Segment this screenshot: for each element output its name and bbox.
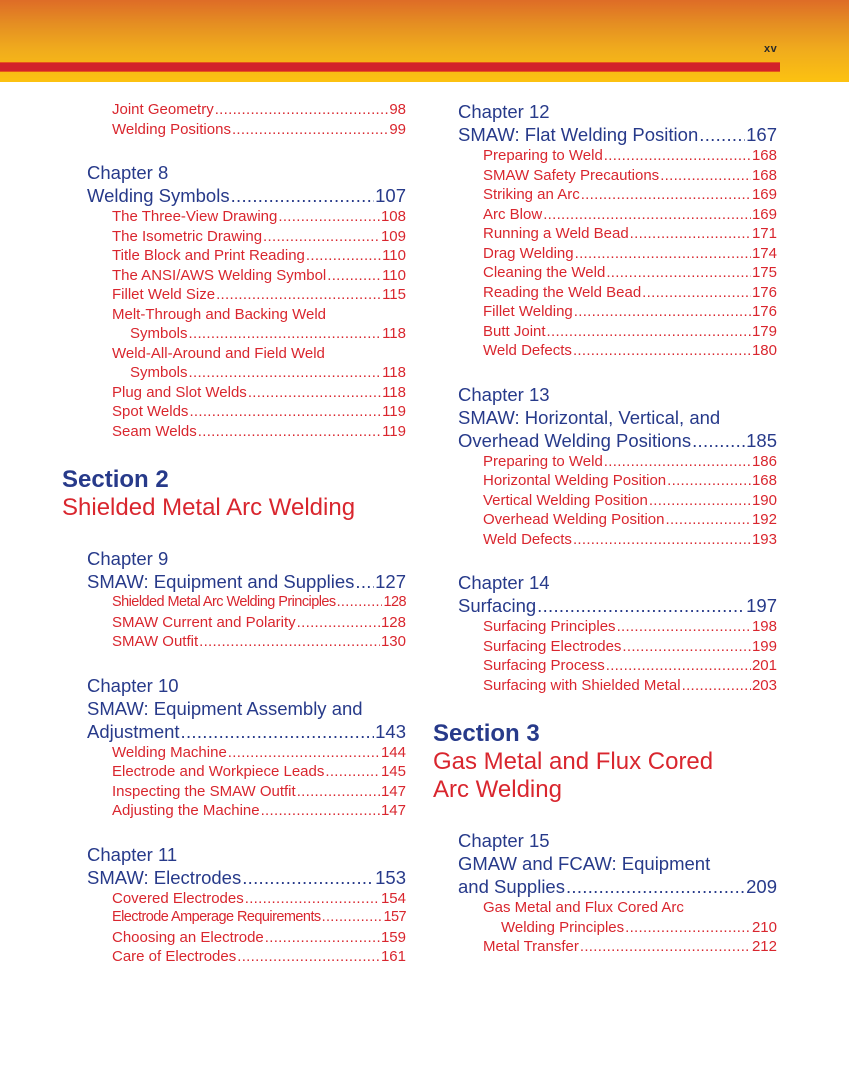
toc-topic[interactable]: Vertical Welding Position ..... 190 xyxy=(433,491,777,511)
chapter-label: Chapter 10 xyxy=(87,674,179,696)
toc-topic-line1[interactable]: Gas Metal and Flux Cored Arc xyxy=(483,899,684,916)
toc-topic[interactable]: Running a Weld Bead ..... 171 xyxy=(433,224,777,244)
chapter-title[interactable]: SMAW: Flat Welding Position ..... 167 xyxy=(433,123,777,146)
toc-topic[interactable]: The ANSI/AWS Welding Symbol ..... 110 xyxy=(62,266,406,286)
chapter-title-line1[interactable]: SMAW: Equipment Assembly and xyxy=(87,697,363,719)
toc-topic[interactable]: Covered Electrodes ..... 154 xyxy=(62,889,406,909)
toc-topic[interactable]: Metal Transfer ..... 212 xyxy=(433,937,777,957)
toc-topic[interactable]: Horizontal Welding Position ..... 168 xyxy=(433,471,777,491)
toc-topic[interactable]: Cleaning the Weld ..... 175 xyxy=(433,263,777,283)
toc-topic-line2[interactable]: Symbols ..... 118 xyxy=(62,324,406,344)
chapter-title[interactable]: Welding Symbols ..... 107 xyxy=(62,184,406,207)
section-title-line1[interactable]: Gas Metal and Flux Cored xyxy=(433,748,714,775)
toc-topic-line2[interactable]: Symbols ..... 118 xyxy=(62,363,406,383)
chapter-label: Chapter 15 xyxy=(458,830,550,851)
toc-topic[interactable]: Choosing an Electrode ..... 159 xyxy=(62,928,406,948)
toc-topic-line2[interactable]: Welding Principles ..... 210 xyxy=(433,918,777,938)
toc-topic[interactable]: Welding Positions ..... 99 xyxy=(62,120,406,140)
chapter-label: Chapter 11 xyxy=(87,843,178,865)
toc-topic[interactable]: Seam Welds ..... 119 xyxy=(62,422,406,442)
toc-topic[interactable]: Welding Machine ..... 144 xyxy=(62,743,406,763)
chapter-title-line2[interactable]: and Supplies ..... 209 xyxy=(433,875,777,898)
toc-topic[interactable]: Title Block and Print Reading ..... 110 xyxy=(62,246,406,266)
toc-left-column xyxy=(62,100,406,967)
toc-topic[interactable]: Plug and Slot Welds ..... 118 xyxy=(62,383,406,403)
header-red-bar-full xyxy=(0,62,780,72)
toc-topic[interactable]: Butt Joint ..... 179 xyxy=(433,322,777,342)
chapter-title-line2[interactable]: Overhead Welding Positions ..... 185 xyxy=(433,429,777,452)
chapter-title-line1[interactable]: SMAW: Horizontal, Vertical, and xyxy=(458,406,721,428)
toc-topic[interactable]: Inspecting the SMAW Outfit ..... 147 xyxy=(62,782,406,802)
toc-topic-line1[interactable]: Melt-Through and Backing Weld xyxy=(112,305,326,323)
chapter-label: Chapter 13 xyxy=(458,383,550,405)
toc-topic[interactable]: Joint Geometry ..... 98 xyxy=(62,100,406,120)
toc-topic[interactable]: SMAW Outfit ..... 130 xyxy=(62,632,406,652)
toc-topic[interactable]: Adjusting the Machine ..... 147 xyxy=(62,801,406,821)
toc-topic[interactable]: The Three-View Drawing ..... 108 xyxy=(62,207,406,227)
toc-topic[interactable]: Fillet Weld Size ..... 115 xyxy=(62,285,406,305)
toc-topic[interactable]: Care of Electrodes ..... 161 xyxy=(62,947,406,967)
toc-topic[interactable]: SMAW Safety Precautions ..... 168 xyxy=(433,166,777,186)
toc-topic[interactable]: Shielded Metal Arc Welding Principles ..... 128 xyxy=(62,593,406,613)
toc-topic[interactable]: Surfacing Principles ..... 198 xyxy=(433,617,777,637)
toc-topic[interactable]: The Isometric Drawing ..... 109 xyxy=(62,227,406,247)
toc-topic[interactable]: Preparing to Weld ..... 168 xyxy=(433,146,777,166)
toc-topic[interactable]: Drag Welding ..... 174 xyxy=(433,244,777,264)
page-number: xv xyxy=(764,43,778,55)
chapter-label: Chapter 14 xyxy=(458,572,550,593)
section-title[interactable]: Shielded Metal Arc Welding xyxy=(62,494,356,521)
toc-topic[interactable]: Spot Welds ..... 119 xyxy=(62,402,406,422)
chapter-label: Chapter 12 xyxy=(458,101,550,122)
chapter-title[interactable]: SMAW: Electrodes ..... 153 xyxy=(62,866,406,889)
toc-topic[interactable]: Weld Defects ..... 193 xyxy=(433,530,777,550)
chapter-title-line1[interactable]: GMAW and FCAW: Equipment xyxy=(458,853,711,874)
section-title-line2[interactable]: Arc Welding xyxy=(433,776,562,803)
toc-topic[interactable]: SMAW Current and Polarity ..... 128 xyxy=(62,613,406,633)
chapter-title[interactable]: SMAW: Equipment and Supplies ..... 127 xyxy=(62,570,406,593)
toc-topic[interactable]: Overhead Welding Position ..... 192 xyxy=(433,510,777,530)
toc-topic-line1[interactable]: Weld-All-Around and Field Weld xyxy=(112,344,325,362)
chapter-title-line2[interactable]: Adjustment ..... 143 xyxy=(62,720,406,743)
chapter-label: Chapter 8 xyxy=(87,162,169,183)
chapter-label: Chapter 9 xyxy=(87,548,169,569)
toc-topic[interactable]: Electrode Amperage Requirements ..... 157 xyxy=(62,908,406,928)
toc-topic[interactable]: Surfacing with Shielded Metal ..... 203 xyxy=(433,676,777,696)
toc-topic[interactable]: Weld Defects ..... 180 xyxy=(433,341,777,361)
toc-topic[interactable]: Arc Blow ..... 169 xyxy=(433,205,777,225)
toc-topic[interactable]: Surfacing Process ..... 201 xyxy=(433,656,777,676)
section-label: Section 3 xyxy=(433,720,540,747)
chapter-title[interactable]: Surfacing ..... 197 xyxy=(433,594,777,617)
toc-topic[interactable]: Electrode and Workpiece Leads ..... 145 xyxy=(62,762,406,782)
section-label: Section 2 xyxy=(62,466,169,493)
toc-topic[interactable]: Fillet Welding ..... 176 xyxy=(433,302,777,322)
toc-topic[interactable]: Reading the Weld Bead ..... 176 xyxy=(433,283,777,303)
toc-topic[interactable]: Preparing to Weld ..... 186 xyxy=(433,452,777,472)
toc-topic[interactable]: Striking an Arc ..... 169 xyxy=(433,185,777,205)
toc-right-column xyxy=(433,100,777,957)
toc-topic[interactable]: Surfacing Electrodes ..... 199 xyxy=(433,637,777,657)
